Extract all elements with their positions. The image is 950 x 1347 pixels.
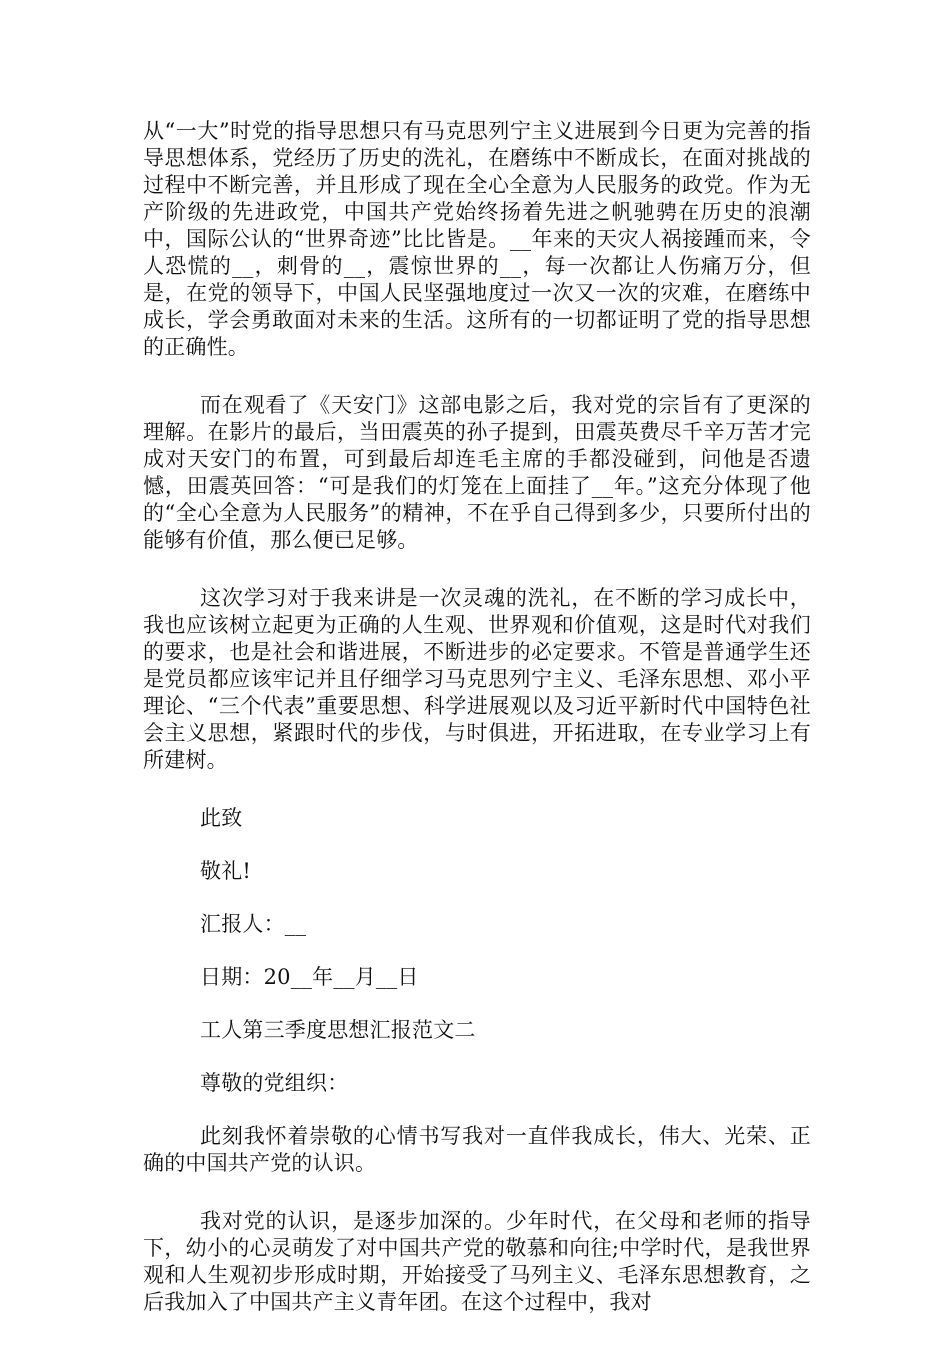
paragraph-tiananmen-film: 而在观看了《天安门》这部电影之后，我对党的宗旨有了更深的理解。在影片的最后，当田震英的孙子提到，田震英费尽千辛万苦才完成对天安门的布置，可到最后却连毛主席的手都没碰到，问他是否遗憾，田震英回答：“可是我们的灯笼在上面挂了__年。”这充分体现了他的“全心全意为人民服务”的精神，不在乎自己得到多少，只要所付出的能够有价值，那么便已足够。 xyxy=(143,393,811,552)
reporter-line: 汇报人：__ xyxy=(200,912,307,936)
paragraph-study-reflection: 这次学习对于我来讲是一次灵魂的洗礼，在不断的学习成长中，我也应该树立起更为正确的人生观、世界观和价值观，这是时代对我们的要求，也是社会和谐进展，不断进步的必定要求。不管是普通学生还是党员都应该牢记并且仔细学习马克思列宁主义、毛泽东思想、邓小平理论、“三个代表”重要思想、科学进展观以及习近平新时代中国特色社会主义思想，紧跟时代的步伐，与时俱进，开拓进取，在专业学习上有所建树。 xyxy=(143,586,811,772)
paragraph-intro-feeling: 此刻我怀着崇敬的心情书写我对一直伴我成长，伟大、光荣、正确的中国共产党的认识。 xyxy=(143,1124,811,1175)
date-line: 日期：20__年__月__日 xyxy=(200,965,419,989)
salutation: 尊敬的党组织： xyxy=(200,1071,349,1095)
document-page xyxy=(143,118,811,1347)
section-title-two: 工人第三季度思想汇报范文二 xyxy=(200,1018,476,1042)
closing-cizhi: 此致 xyxy=(200,806,243,830)
closing-jingli: 敬礼! xyxy=(200,859,252,883)
paragraph-guiding-thought: 从“一大”时党的指导思想只有马克思列宁主义进展到今日更为完善的指导思想体系，党经历了历史的洗礼，在磨练中不断成长，在面对挑战的过程中不断完善，并且形成了现在全心全意为人民服务的政党。作为无产阶级的先进政党，中国共产党始终扬着先进之帆驰骋在历史的浪潮中，国际公认的“世界奇迹”比比皆是。__年来的天灾人祸接踵而来，令人恐慌的__，刺骨的__，震惊世界的__，每一次都让人伤痛万分，但是，在党的领导下，中国人民坚强地度过一次又一次的灾难，在磨练中成长，学会勇敢面对未来的生活。这所有的一切都证明了党的指导思想的正确性。 xyxy=(143,119,811,359)
paragraph-party-understanding: 我对党的认识，是逐步加深的。少年时代，在父母和老师的指导下，幼小的心灵萌发了对中国共产党的敬慕和向往;中学时代，是我世界观和人生观初步形成时期，开始接受了马列主义、毛泽东思想教育，之后我加入了中国共产主义青年团。在这个过程中，我对 xyxy=(143,1209,811,1314)
